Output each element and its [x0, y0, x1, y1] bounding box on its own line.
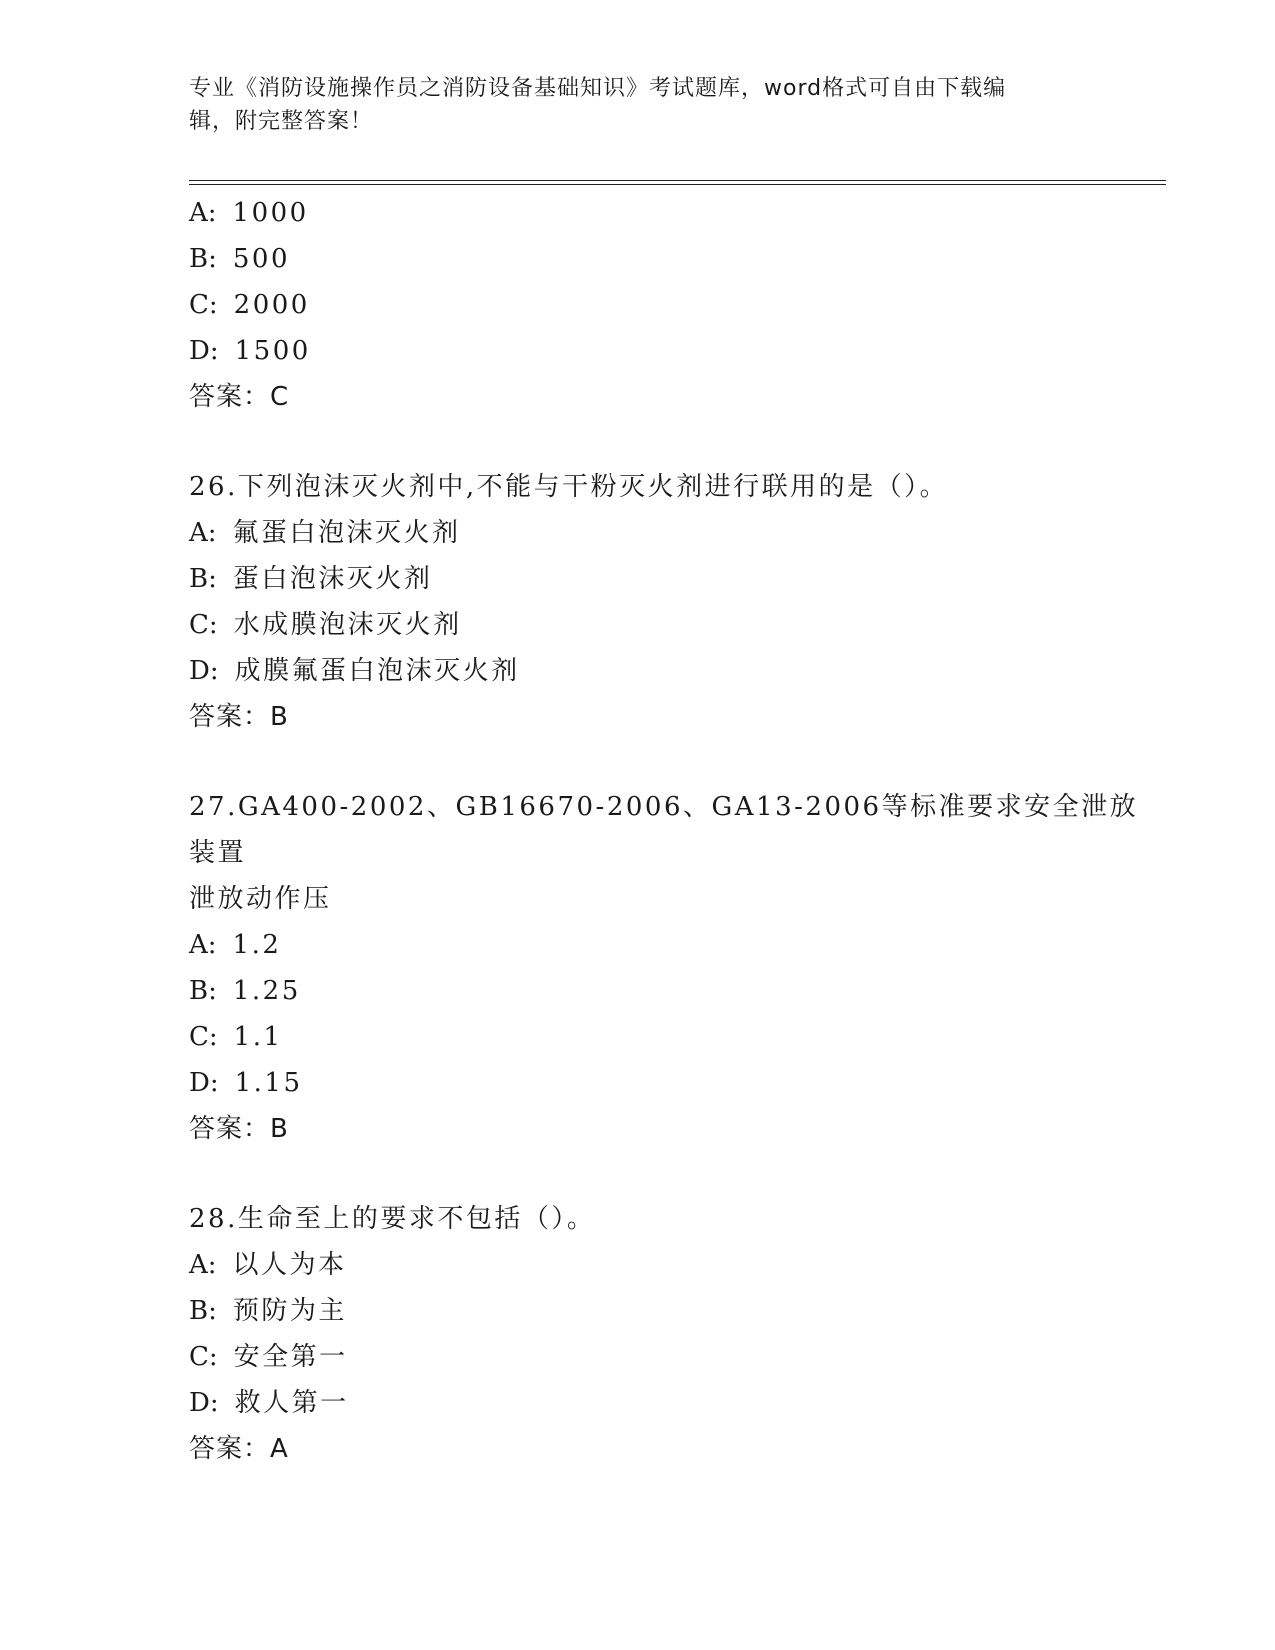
option-text: 500: [232, 244, 291, 274]
question-text-line-2: 泄放动作压: [189, 884, 332, 914]
question-list: [189, 190, 1149, 1472]
question-block-25: [189, 190, 1149, 420]
option-text: 氟蛋白泡沫灭火剂: [232, 518, 461, 548]
option-text: 1500: [234, 336, 311, 366]
question-block-28: [189, 1196, 1149, 1472]
option-a: A: 氟蛋白泡沫灭火剂: [189, 518, 461, 548]
question-text-line-1: 27.GA400-2002、GB16670-2006、GA13-2006等标准要求安全泄放装置: [189, 792, 1139, 868]
option-text: 以人为本: [232, 1250, 347, 1280]
header-divider-bottom: [189, 184, 1166, 185]
option-text: 1.1: [233, 1022, 283, 1052]
option-text: 安全第一: [233, 1342, 348, 1372]
option-c: C: 1.1: [189, 1022, 283, 1052]
option-text: 预防为主: [232, 1296, 347, 1326]
question-block-26: [189, 464, 1149, 740]
question-text: 26.下列泡沫灭火剂中,不能与干粉灭火剂进行联用的是（）。: [189, 472, 949, 502]
option-c: C: 水成膜泡沫灭火剂: [189, 610, 462, 640]
option-text: 救人第一: [234, 1388, 349, 1418]
header-divider-top: [189, 180, 1166, 181]
document-header: [189, 72, 1069, 138]
option-d: D: 成膜氟蛋白泡沫灭火剂: [189, 656, 520, 686]
question-text: 28.生命至上的要求不包括（）。: [189, 1204, 596, 1234]
option-text: 1.25: [232, 976, 301, 1006]
question-block-27: [189, 784, 1149, 1152]
header-line-1: 专业《消防设施操作员之消防设备基础知识》考试题库，word格式可自由下载编: [189, 76, 1007, 101]
option-text: 成膜氟蛋白泡沫灭火剂: [234, 656, 520, 686]
answer-line: 答案：B: [189, 702, 289, 732]
option-a: A: 1.2: [189, 930, 282, 960]
option-text: 蛋白泡沫灭火剂: [232, 564, 433, 594]
option-b: B: 蛋白泡沫灭火剂: [189, 564, 433, 594]
option-d: D: 救人第一: [189, 1388, 349, 1418]
option-text: 2000: [233, 290, 310, 320]
option-d: D: 1.15: [189, 1068, 303, 1098]
option-c: C: 安全第一: [189, 1342, 348, 1372]
option-text: 水成膜泡沫灭火剂: [233, 610, 462, 640]
answer-line: 答案：B: [189, 1114, 289, 1144]
option-b: B: 1.25: [189, 976, 301, 1006]
option-b: B: 预防为主: [189, 1296, 347, 1326]
option-a: A: 1000: [189, 198, 309, 228]
option-text: 1.15: [234, 1068, 303, 1098]
option-d: D: 1500: [189, 336, 311, 366]
option-a: A: 以人为本: [189, 1250, 347, 1280]
answer-line: 答案：C: [189, 382, 290, 412]
option-c: C: 2000: [189, 290, 310, 320]
option-b: B: 500: [189, 244, 291, 274]
answer-line: 答案：A: [189, 1434, 289, 1464]
header-line-2: 辑，附完整答案！: [189, 109, 374, 134]
option-text: 1.2: [232, 930, 282, 960]
option-text: 1000: [232, 198, 309, 228]
